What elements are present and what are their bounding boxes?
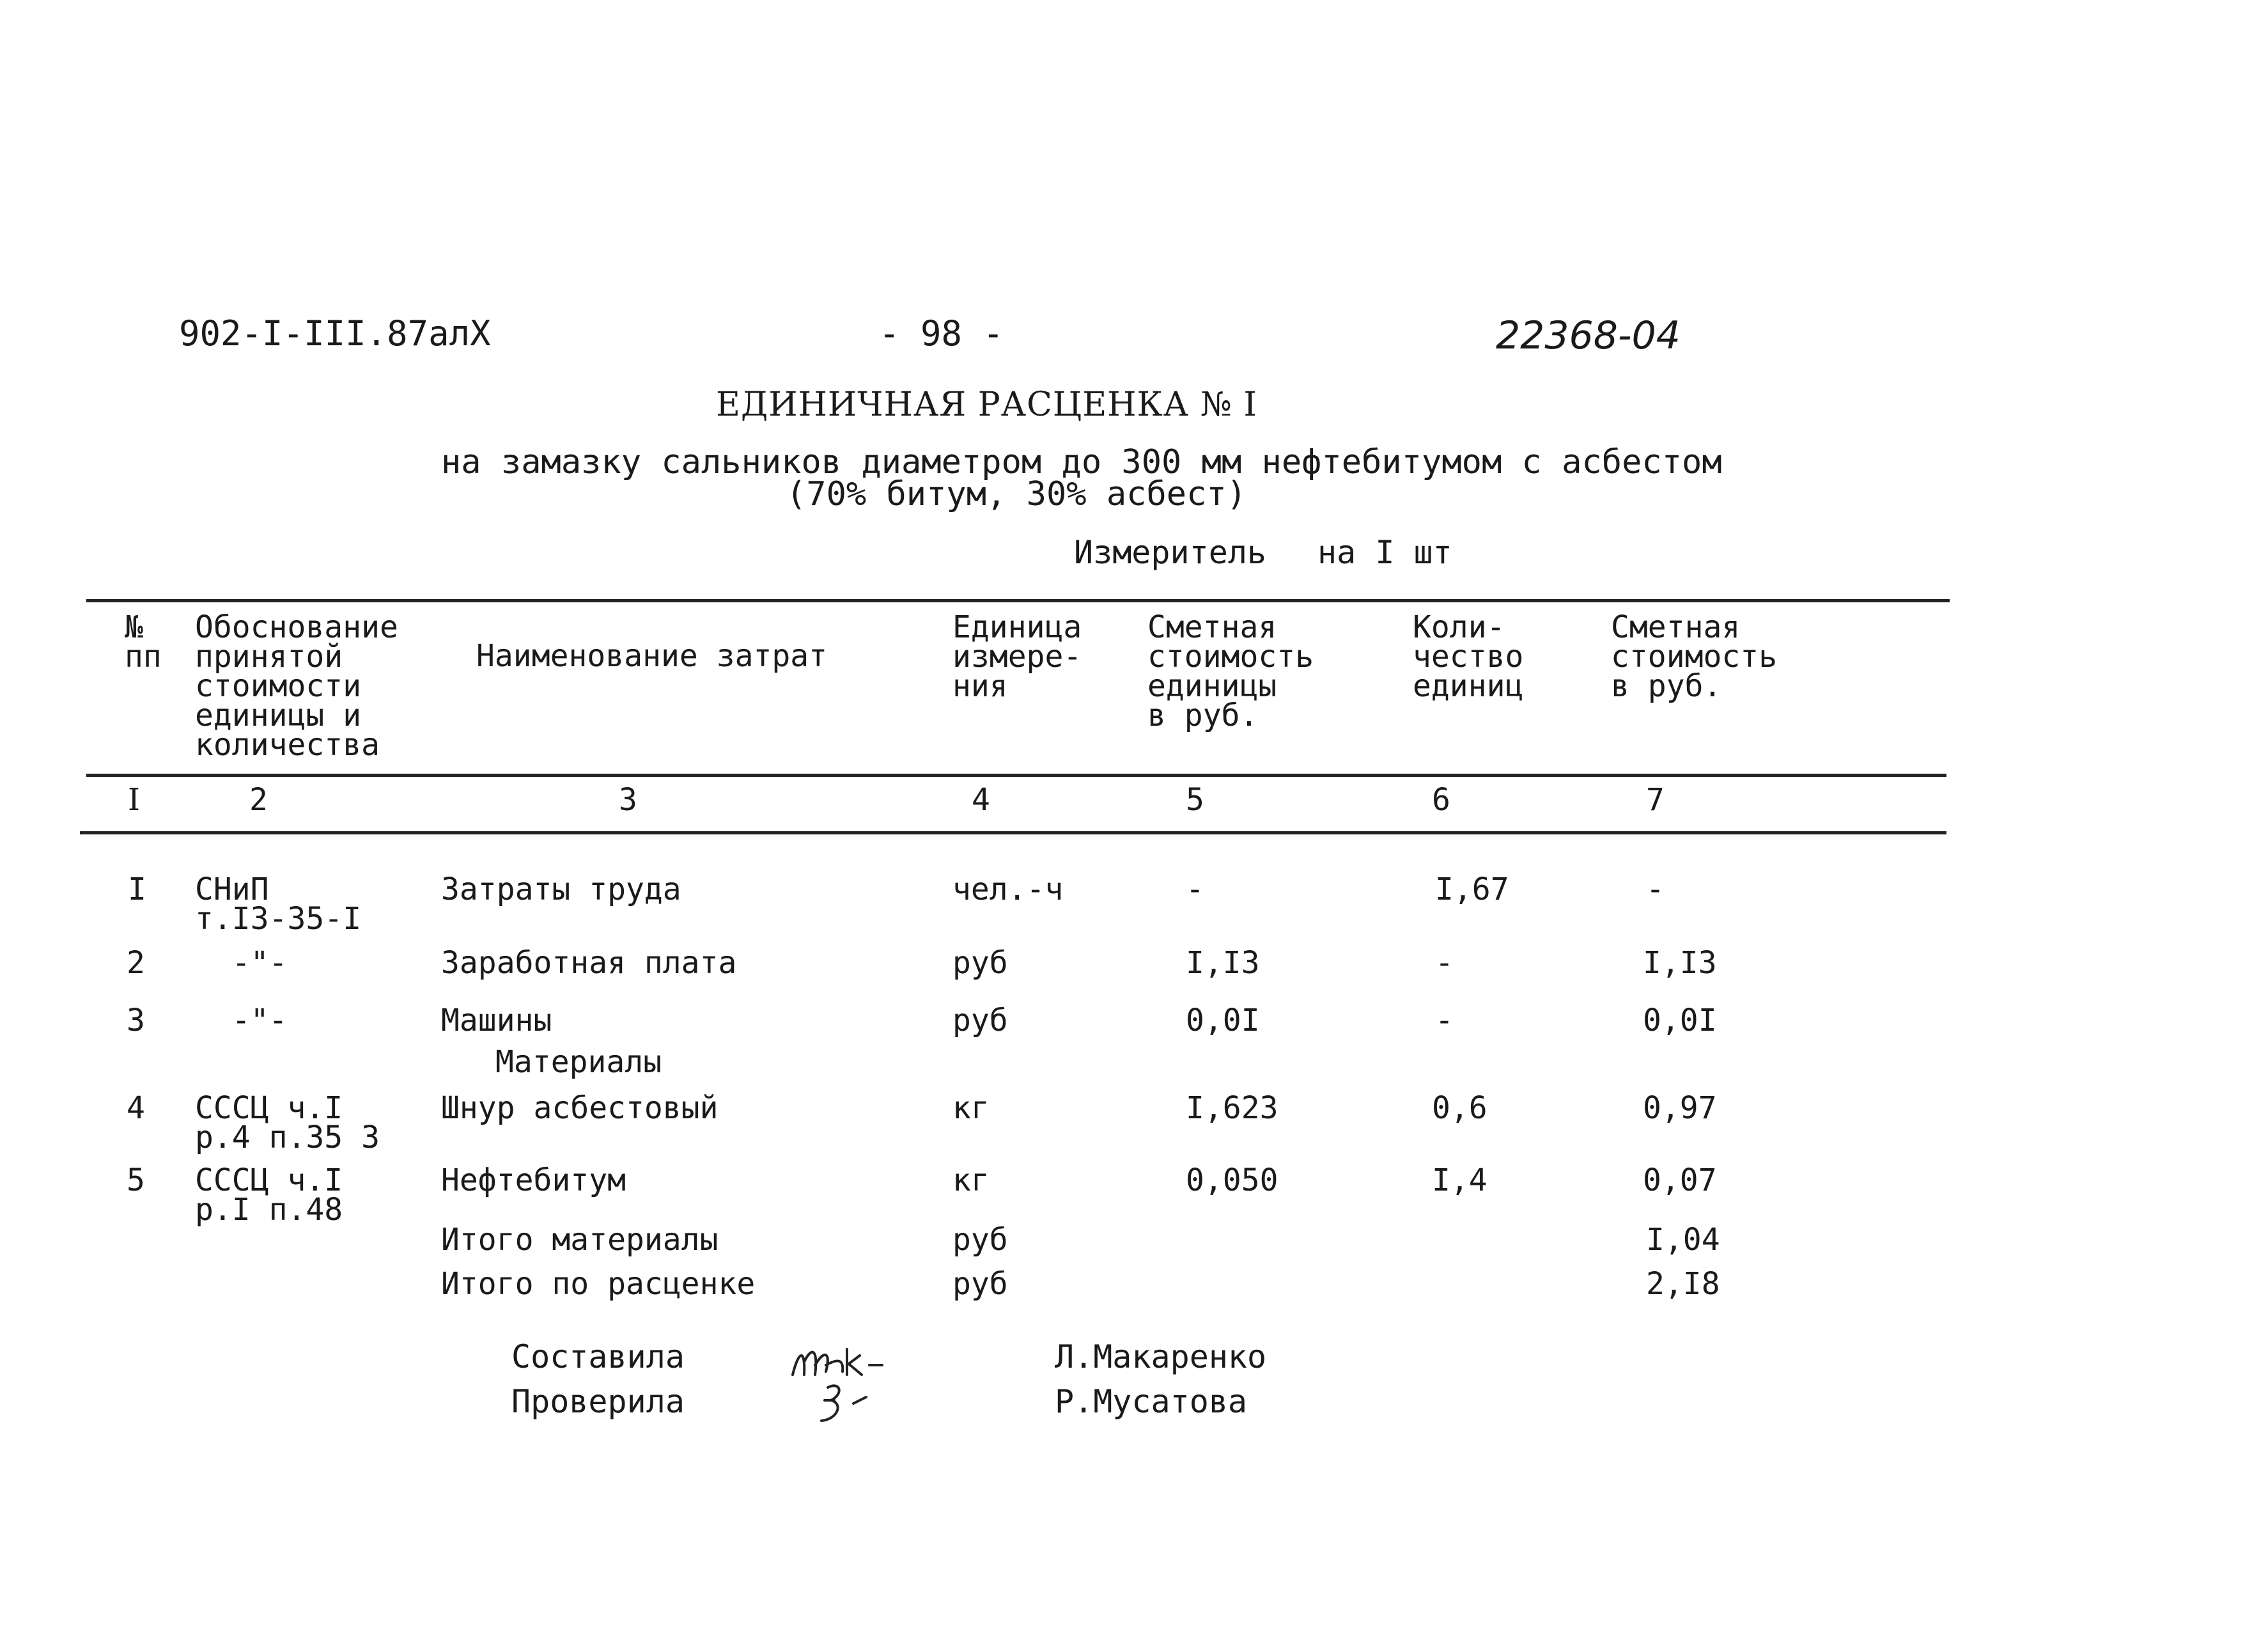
- row-basis: СНиП т.I3-35-I: [195, 872, 362, 937]
- column-number: 4: [972, 782, 990, 818]
- row-cost-name: Нефтебитум: [441, 1162, 626, 1198]
- row-basis: -"-: [195, 1003, 288, 1038]
- column-number: 3: [619, 782, 637, 818]
- document-number: 22368-04: [1496, 313, 1681, 358]
- row-unit-cost: 0,050: [1186, 1162, 1278, 1198]
- table-top-rule: [86, 599, 1950, 602]
- page-number: - 98 -: [879, 313, 1004, 354]
- header-bottom-rule: [86, 774, 1946, 777]
- document-code: 902-I-III.87алХ: [179, 313, 491, 354]
- column-numbers-rule: [80, 831, 1946, 834]
- row-cost: 0,07: [1643, 1162, 1717, 1198]
- row-number: 2: [127, 945, 145, 981]
- subtitle-line-2: (70% битум, 30% асбест): [786, 475, 1247, 513]
- checked-signature: [809, 1375, 885, 1426]
- row-unit: руб: [952, 945, 1008, 981]
- total-materials-label: Итого материалы: [441, 1222, 718, 1258]
- row-number: 5: [127, 1162, 145, 1198]
- total-label: Итого по расценке: [441, 1266, 756, 1302]
- row-cost: 0,97: [1643, 1090, 1717, 1126]
- subtitle-line-1: на замазку сальников диаметром до 300 мм нефтебитумом с асбестом: [441, 443, 1722, 481]
- row-unit: руб: [952, 1003, 1008, 1038]
- row-number: I: [128, 872, 146, 907]
- header-cost-name: Наименование затрат: [476, 638, 828, 674]
- compiled-by-label: Составила: [511, 1338, 685, 1375]
- row-unit-cost: 0,0I: [1186, 1003, 1260, 1038]
- row-cost: -: [1646, 872, 1665, 907]
- total-cost: 2,I8: [1646, 1266, 1720, 1302]
- row-quantity: -: [1435, 1003, 1454, 1038]
- header-basis: Обоснование принятой стоимости единицы и количества: [195, 609, 398, 763]
- row-unit: чел.-ч: [952, 872, 1064, 907]
- row-quantity: I,4: [1432, 1162, 1487, 1198]
- row-cost-name: Шнур асбестовый: [441, 1090, 718, 1126]
- row-cost-name: Затраты труда: [441, 872, 681, 907]
- column-number: 5: [1186, 782, 1204, 818]
- measurer: [1074, 534, 1452, 571]
- row-quantity: I,67: [1435, 872, 1509, 907]
- checked-by-label: Проверила: [511, 1383, 685, 1420]
- row-quantity: -: [1435, 945, 1454, 981]
- total-unit: руб: [952, 1266, 1008, 1302]
- measurer-value: на I шт: [1317, 534, 1452, 571]
- row-cost-name: Заработная плата: [441, 945, 737, 981]
- column-number: 6: [1432, 782, 1450, 818]
- row-number: 3: [127, 1003, 145, 1038]
- row-quantity: 0,6: [1432, 1090, 1487, 1126]
- materials-heading: Материалы: [495, 1044, 662, 1080]
- row-unit: кг: [952, 1090, 990, 1126]
- row-basis: СССЦ ч.I р.4 п.35 3: [195, 1090, 380, 1155]
- row-cost: I,I3: [1643, 945, 1717, 981]
- row-unit-cost: -: [1186, 872, 1204, 907]
- header-unit: Единица измере- ния: [952, 609, 1082, 704]
- row-unit-cost: I,623: [1186, 1090, 1278, 1126]
- row-cost: 0,0I: [1643, 1003, 1717, 1038]
- column-number: 2: [249, 782, 268, 818]
- row-unit: кг: [952, 1162, 990, 1198]
- header-quantity: Коли- чество единиц: [1413, 609, 1524, 704]
- compiled-by-name: Л.Макаренко: [1055, 1338, 1267, 1375]
- row-cost-name: Машины: [441, 1003, 552, 1038]
- subtitle: [441, 443, 1722, 513]
- header-number: № пп: [125, 609, 162, 675]
- row-unit-cost: I,I3: [1186, 945, 1260, 981]
- column-number: 7: [1646, 782, 1665, 818]
- row-basis: -"-: [195, 945, 288, 981]
- checked-by-name: Р.Мусатова: [1055, 1383, 1248, 1420]
- measurer-label: Измеритель: [1074, 534, 1267, 571]
- row-number: 4: [127, 1090, 145, 1126]
- header-total-cost: Сметная стоимость в руб.: [1611, 609, 1778, 704]
- total-materials-cost: I,04: [1646, 1222, 1720, 1258]
- column-number: I: [128, 782, 140, 818]
- row-basis: СССЦ ч.I р.I п.48: [195, 1162, 343, 1228]
- header-unit-cost: Сметная стоимость единицы в руб.: [1147, 609, 1314, 733]
- page-title: ЕДИНИЧНАЯ РАСЦЕНКА № I: [716, 386, 1257, 424]
- total-materials-unit: руб: [952, 1222, 1008, 1258]
